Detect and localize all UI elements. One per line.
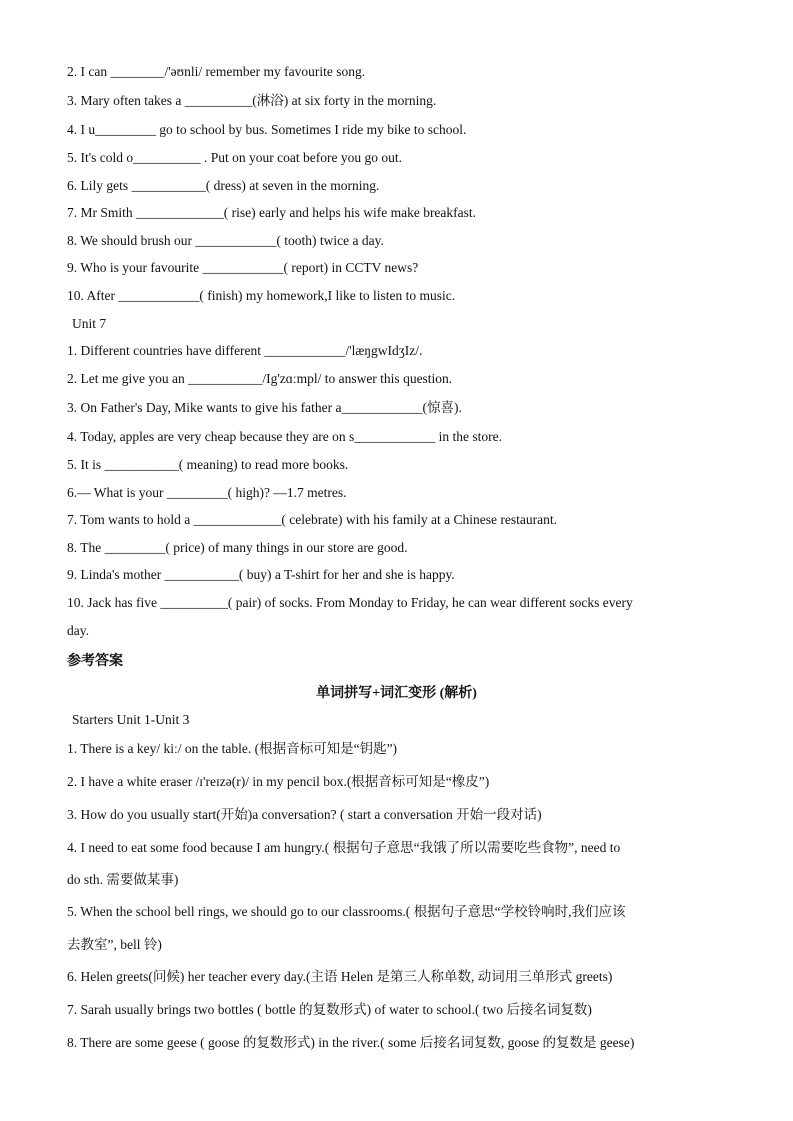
- exercise-line: 5. It is ___________( meaning) to read more books.: [67, 457, 349, 472]
- answer-line: 6. Helen greets(问候) her teacher every day.(主语 Helen 是第三人称单数, 动词用三单形式 greets): [67, 969, 613, 984]
- exercise-line: 6.— What is your _________( high)? —1.7 metres.: [67, 485, 347, 500]
- exercise-line: day.: [67, 623, 89, 638]
- exercise-line: 4. Today, apples are very cheap because they are on s____________ in the store.: [67, 429, 503, 444]
- answer-line: 7. Sarah usually brings two bottles ( bottle 的复数形式) of water to school.( two 后接名词复数): [67, 1002, 592, 1017]
- exercise-line: 7. Tom wants to hold a _____________( celebrate) with his family at a Chinese restaurant.: [67, 512, 557, 527]
- answer-line: 3. How do you usually start(开始)a conversation? ( start a conversation 开始一段对话): [67, 807, 542, 822]
- exercise-line: 9. Linda's mother ___________( buy) a T-shirt for her and she is happy.: [67, 567, 455, 582]
- answer-line: 4. I need to eat some food because I am hungry.( 根据句子意思“我饿了所以需要吃些食物”, need to: [67, 840, 621, 855]
- unit-label: Starters Unit 1-Unit 3: [72, 712, 190, 727]
- answer-line: 去教室”, bell 铃): [67, 937, 162, 952]
- unit-label: Unit 7: [72, 316, 107, 331]
- answer-line: do sth. 需要做某事): [67, 872, 179, 887]
- exercise-line: 10. After ____________( finish) my homework,I like to listen to music.: [67, 288, 456, 303]
- exercise-line: 6. Lily gets ___________( dress) at seven in the morning.: [67, 178, 380, 193]
- exercise-line: 2. Let me give you an ___________/Ig'zɑːmpl/ to answer this question.: [67, 371, 453, 386]
- answer-line: 8. There are some geese ( goose 的复数形式) in the river.( some 后接名词复数, goose 的复数是 geese): [67, 1035, 635, 1050]
- exercise-line: 9. Who is your favourite ____________( report) in CCTV news?: [67, 260, 419, 275]
- exercise-line: 8. The _________( price) of many things in our store are good.: [67, 540, 408, 555]
- answer-line: 1. There is a key/ kiː/ on the table. (根据音标可知是“钥匙”): [67, 741, 398, 756]
- exercise-line: 1. Different countries have different ____________/'læŋgwIdʒIz/.: [67, 343, 423, 358]
- exercise-line: 3. On Father's Day, Mike wants to give his father a____________(惊喜).: [67, 400, 462, 415]
- exercise-line: 7. Mr Smith _____________( rise) early and helps his wife make breakfast.: [67, 205, 477, 220]
- answer-line: 2. I have a white eraser /ɪ'reɪzə(r)/ in my pencil box.(根据音标可知是“橡皮”): [67, 774, 490, 789]
- exercise-line: 3. Mary often takes a __________(淋浴) at six forty in the morning.: [67, 93, 437, 108]
- exercise-line: 10. Jack has five __________( pair) of socks. From Monday to Friday, he can wear different socks every: [67, 595, 633, 610]
- exercise-line: 2. I can ________/'əʊnli/ remember my favourite song.: [67, 64, 366, 79]
- exercise-line: 4. I u_________ go to school by bus. Sometimes I ride my bike to school.: [67, 122, 467, 137]
- answer-line: 5. When the school bell rings, we should go to our classrooms.( 根据句子意思“学校铃响时,我们应该: [67, 904, 626, 919]
- exercise-line: 5. It's cold o__________ . Put on your coat before you go out.: [67, 150, 403, 165]
- answers-heading: 参考答案: [67, 654, 123, 669]
- exercise-line: 8. We should brush our ____________( tooth) twice a day.: [67, 233, 384, 248]
- answers-title: 单词拼写+词汇变形 (解析): [316, 686, 477, 701]
